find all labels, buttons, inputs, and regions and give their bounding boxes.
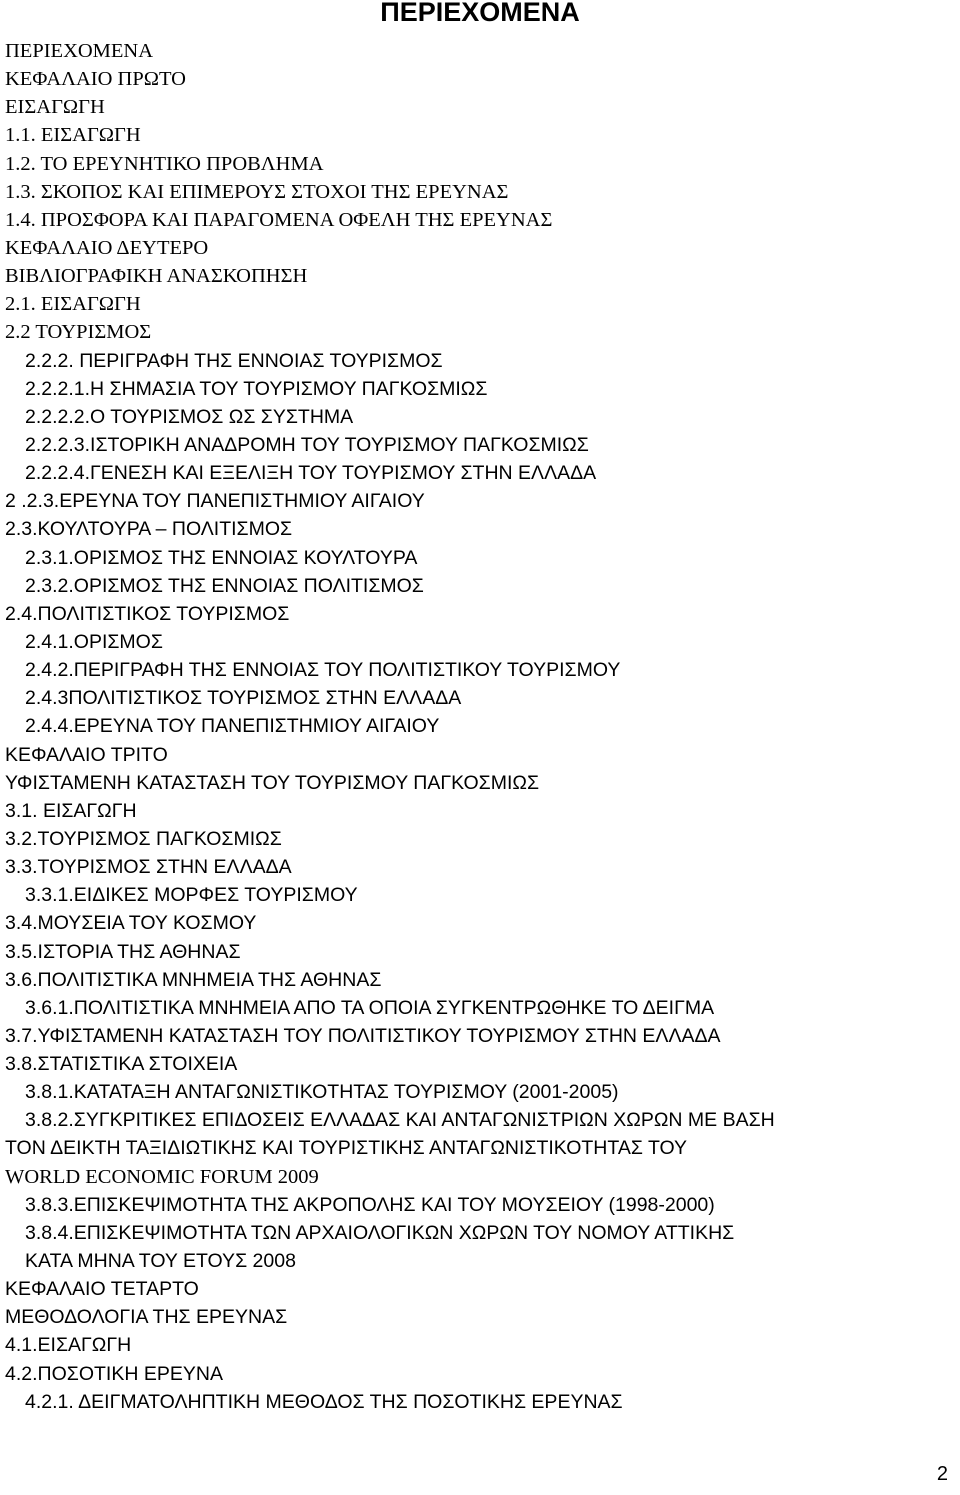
toc-entry: ΚΕΦΑΛΑΙΟ ΤΡΙΤΟ (5, 743, 168, 766)
toc-entry: 2 .2.3.ΕΡΕΥΝΑ ΤΟΥ ΠΑΝΕΠΙΣΤΗΜΙΟΥ ΑΙΓΑΙΟΥ (5, 490, 425, 513)
toc-entry: 3.4.ΜΟΥΣΕΙΑ ΤΟΥ ΚΟΣΜΟΥ (5, 912, 257, 935)
toc-entry: 3.8.1.ΚΑΤΑΤΑΞΗ ΑΝΤΑΓΩΝΙΣΤΙΚΟΤΗΤΑΣ ΤΟΥΡΙΣΜΟΥ (2001-2005) (25, 1081, 619, 1104)
toc-entry: ΚΑΤΑ ΜΗΝΑ ΤΟΥ ΕΤΟΥΣ 2008 (25, 1250, 296, 1273)
table-of-contents (5, 37, 960, 1416)
toc-entry: 2.3.2.ΟΡΙΣΜΟΣ ΤΗΣ ΕΝΝΟΙΑΣ ΠΟΛΙΤΙΣΜΟΣ (25, 574, 424, 597)
toc-entry: ΚΕΦΑΛΑΙΟ ΠΡΩΤΟ (5, 68, 186, 91)
toc-entry: 1.2. ΤΟ ΕΡΕΥΝΗΤΙΚΟ ΠΡΟΒΛΗΜΑ (5, 152, 324, 175)
toc-entry: 1.3. ΣΚΟΠΟΣ ΚΑΙ ΕΠΙΜΕΡΟΥΣ ΣΤΟΧΟΙ ΤΗΣ ΕΡΕΥΝΑΣ (5, 180, 509, 203)
toc-entry: 2.4.1.ΟΡΙΣΜΟΣ (25, 630, 163, 653)
toc-entry: ΥΦΙΣΤΑΜΕΝΗ ΚΑΤΑΣΤΑΣΗ ΤΟΥ ΤΟΥΡΙΣΜΟΥ ΠΑΓΚΟΣΜΙΩΣ (5, 771, 540, 794)
toc-entry: 2.2.2.2.Ο ΤΟΥΡΙΣΜΟΣ ΩΣ ΣΥΣΤΗΜΑ (25, 405, 354, 428)
toc-entry: 3.6.1.ΠΟΛΙΤΙΣΤΙΚΑ ΜΝΗΜΕΙΑ ΑΠΟ ΤΑ ΟΠΟΙΑ ΣΥΓΚΕΝΤΡΩΘΗΚΕ ΤΟ ΔΕΙΓΜΑ (25, 996, 715, 1019)
toc-entry: ΜΕΘΟΔΟΛΟΓΙΑ ΤΗΣ ΕΡΕΥΝΑΣ (5, 1306, 288, 1329)
toc-entry: 2.3.ΚΟΥΛΤΟΥΡΑ – ΠΟΛΙΤΙΣΜΟΣ (5, 518, 293, 541)
toc-entry: WORLD ECONOMIC FORUM 2009 (5, 1165, 319, 1188)
toc-entry: ΒΙΒΛΙΟΓΡΑΦΙΚΗ ΑΝΑΣΚΟΠΗΣΗ (5, 265, 308, 288)
page-number: 2 (936, 1463, 948, 1485)
toc-entry: 2.1. ΕΙΣΑΓΩΓΗ (5, 293, 141, 316)
toc-entry: 1.4. ΠΡΟΣΦΟΡΑ ΚΑΙ ΠΑΡΑΓΟΜΕΝΑ ΟΦΕΛΗ ΤΗΣ ΕΡΕΥΝΑΣ (5, 208, 553, 231)
toc-entry: ΚΕΦΑΛΑΙΟ ΔΕΥΤΕΡΟ (5, 236, 209, 259)
toc-entry: 2.2.2.1.Η ΣΗΜΑΣΙΑ ΤΟΥ ΤΟΥΡΙΣΜΟΥ ΠΑΓΚΟΣΜΙΩΣ (25, 377, 488, 400)
toc-entry: 3.1. ΕΙΣΑΓΩΓΗ (5, 799, 137, 822)
toc-entry: 2.2.2. ΠΕΡΙΓΡΑΦΗ ΤΗΣ ΕΝΝΟΙΑΣ ΤΟΥΡΙΣΜΟΣ (25, 349, 443, 372)
toc-entry: ΠΕΡΙΕΧΟΜΕΝΑ (5, 40, 154, 62)
toc-entry: 3.3.1.ΕΙΔΙΚΕΣ ΜΟΡΦΕΣ ΤΟΥΡΙΣΜΟΥ (25, 884, 358, 907)
toc-entry: ΚΕΦΑΛΑΙΟ ΤΕΤΑΡΤΟ (5, 1278, 199, 1301)
toc-entry: ΤΟΝ ΔΕΙΚΤΗ ΤΑΞΙΔΙΩΤΙΚΗΣ ΚΑΙ ΤΟΥΡΙΣΤΙΚΗΣ ΑΝΤΑΓΩΝΙΣΤΙΚΟΤΗΤΑΣ ΤΟΥ (5, 1137, 688, 1160)
toc-entry: 4.2.1. ΔΕΙΓΜΑΤΟΛΗΠΤΙΚΗ ΜΕΘΟΔΟΣ ΤΗΣ ΠΟΣΟΤΙΚΗΣ ΕΡΕΥΝΑΣ (25, 1390, 623, 1413)
toc-entry: 2.4.3ΠΟΛΙΤΙΣΤΙΚΟΣ ΤΟΥΡΙΣΜΟΣ ΣΤΗΝ ΕΛΛΑΔΑ (25, 687, 462, 710)
toc-entry: 3.5.ΙΣΤΟΡΙΑ ΤΗΣ ΑΘΗΝΑΣ (5, 940, 241, 963)
toc-entry: 2.3.1.ΟΡΙΣΜΟΣ ΤΗΣ ΕΝΝΟΙΑΣ ΚΟΥΛΤΟΥΡΑ (25, 546, 418, 569)
toc-entry: 2.4.ΠΟΛΙΤΙΣΤΙΚΟΣ ΤΟΥΡΙΣΜΟΣ (5, 602, 290, 625)
toc-entry: 2.2 ΤΟΥΡΙΣΜΟΣ (5, 321, 152, 344)
toc-entry: 2.2.2.4.ΓΕΝΕΣΗ ΚΑΙ ΕΞΕΛΙΞΗ ΤΟΥ ΤΟΥΡΙΣΜΟΥ ΣΤΗΝ ΕΛΛΑΔΑ (25, 462, 597, 485)
toc-entry: 2.2.2.3.ΙΣΤΟΡΙΚΗ ΑΝΑΔΡΟΜΗ ΤΟΥ ΤΟΥΡΙΣΜΟΥ ΠΑΓΚΟΣΜΙΩΣ (25, 433, 589, 456)
page-title: ΠΕΡΙΕΧΟΜΕΝΑ (380, 0, 580, 27)
toc-entry: 4.2.ΠΟΣΟΤΙΚΗ ΕΡΕΥΝΑ (5, 1362, 223, 1385)
toc-entry: ΕΙΣΑΓΩΓΗ (5, 96, 105, 119)
toc-entry: 3.8.2.ΣΥΓΚΡΙΤΙΚΕΣ ΕΠΙΔΟΣΕΙΣ ΕΛΛΑΔΑΣ ΚΑΙ ΑΝΤΑΓΩΝΙΣΤΡΙΩΝ ΧΩΡΩΝ ΜΕ ΒΑΣΗ (25, 1109, 775, 1132)
toc-entry: 3.2.ΤΟΥΡΙΣΜΟΣ ΠΑΓΚΟΣΜΙΩΣ (5, 827, 282, 850)
toc-entry: 3.7.ΥΦΙΣΤΑΜΕΝΗ ΚΑΤΑΣΤΑΣΗ ΤΟΥ ΠΟΛΙΤΙΣΤΙΚΟΥ ΤΟΥΡΙΣΜΟΥ ΣΤΗΝ ΕΛΛΑΔΑ (5, 1024, 721, 1047)
toc-entry: 3.8.3.ΕΠΙΣΚΕΨΙΜΟΤΗΤΑ ΤΗΣ ΑΚΡΟΠΟΛΗΣ ΚΑΙ ΤΟΥ ΜΟΥΣΕΙΟΥ (1998-2000) (25, 1193, 715, 1216)
toc-entry: 3.3.ΤΟΥΡΙΣΜΟΣ ΣΤΗΝ ΕΛΛΑΔΑ (5, 856, 292, 879)
toc-entry: 3.8.4.ΕΠΙΣΚΕΨΙΜΟΤΗΤΑ ΤΩΝ ΑΡΧΑΙΟΛΟΓΙΚΩΝ ΧΩΡΩΝ ΤΟΥ ΝΟΜΟΥ ΑΤΤΙΚΗΣ (25, 1221, 735, 1244)
toc-entry: 3.8.ΣΤΑΤΙΣΤΙΚΑ ΣΤΟΙΧΕΙΑ (5, 1053, 238, 1076)
toc-entry: 1.1. ΕΙΣΑΓΩΓΗ (5, 124, 141, 147)
toc-entry: 3.6.ΠΟΛΙΤΙΣΤΙΚΑ ΜΝΗΜΕΙΑ ΤΗΣ ΑΘΗΝΑΣ (5, 968, 382, 991)
toc-entry: 2.4.2.ΠΕΡΙΓΡΑΦΗ ΤΗΣ ΕΝΝΟΙΑΣ ΤΟΥ ΠΟΛΙΤΙΣΤΙΚΟΥ ΤΟΥΡΙΣΜΟΥ (25, 659, 621, 682)
toc-entry: 2.4.4.ΕΡΕΥΝΑ ΤΟΥ ΠΑΝΕΠΙΣΤΗΜΙΟΥ ΑΙΓΑΙΟΥ (25, 715, 440, 738)
toc-entry: 4.1.ΕΙΣΑΓΩΓΗ (5, 1334, 132, 1357)
